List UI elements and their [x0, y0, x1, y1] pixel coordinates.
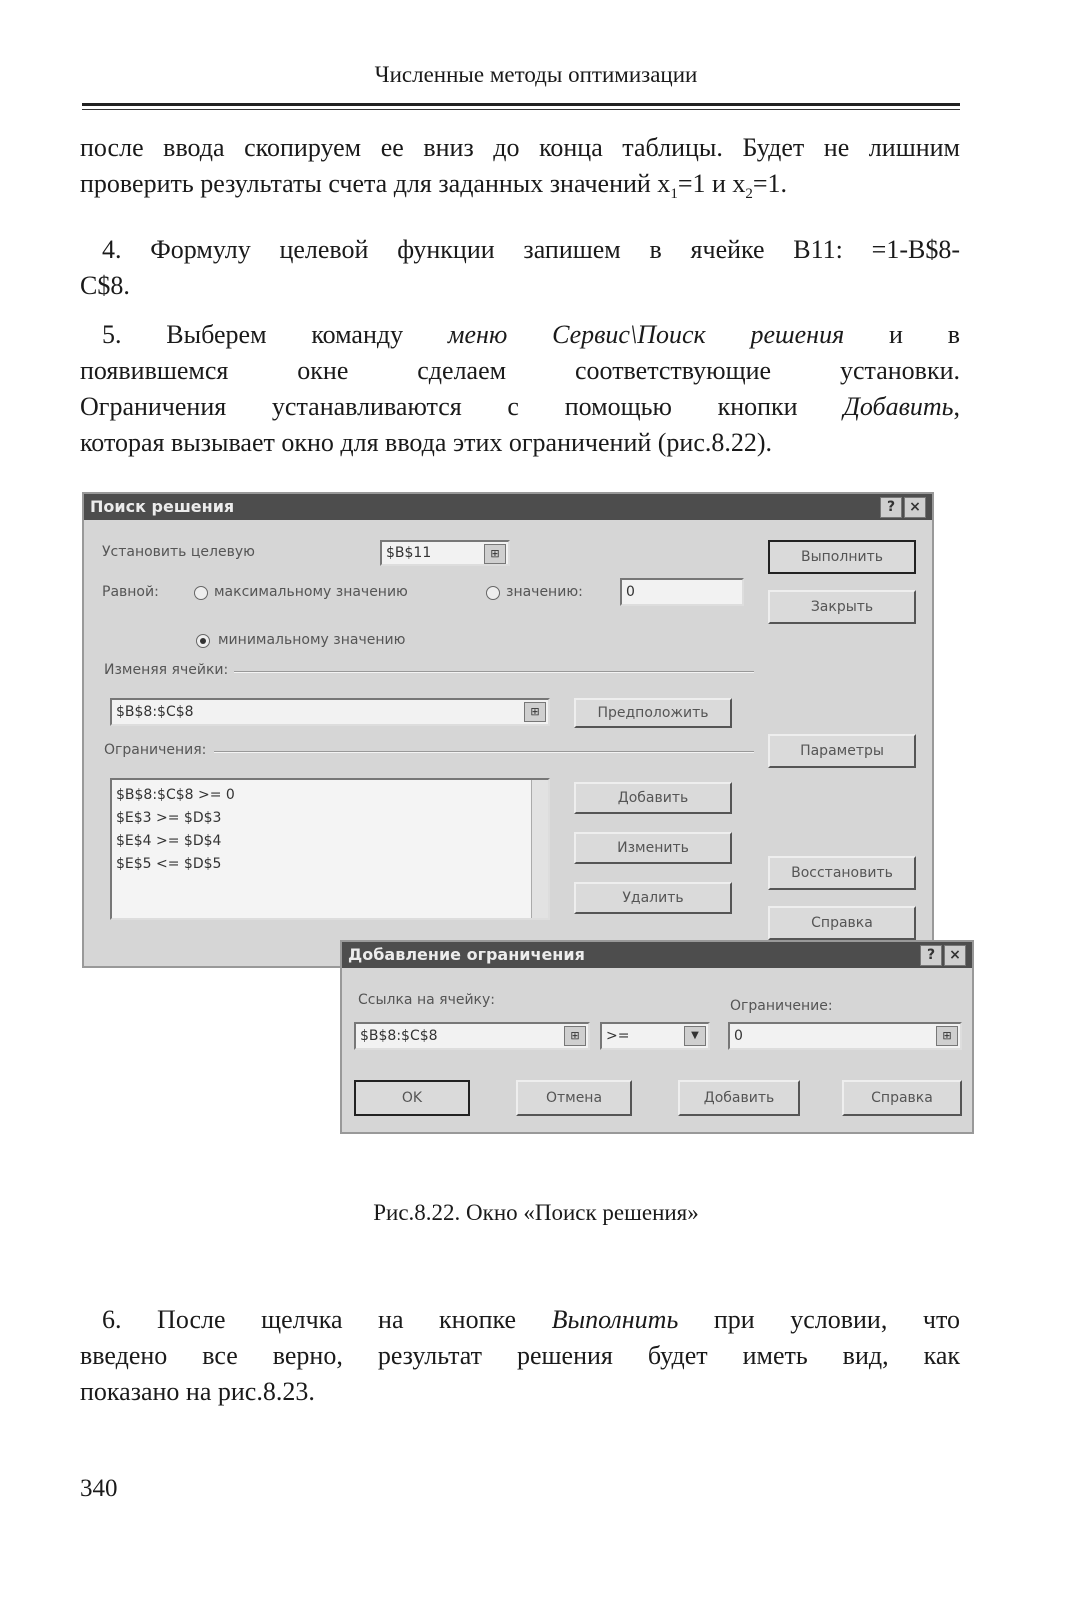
close-icon[interactable]: × — [904, 497, 926, 518]
add-button[interactable]: Добавить — [678, 1080, 800, 1116]
radio-min-label: минимальному значению — [218, 632, 406, 648]
constraint-item[interactable]: $E$5 <= $D$5 — [116, 856, 222, 872]
constraint-label: Ограничение: — [730, 998, 833, 1014]
paragraph-line: 4. Формулу целевой функции запишем в ячейке B11: =1-B$8- — [102, 235, 960, 264]
close-icon[interactable]: × — [944, 945, 966, 966]
paragraph-line: после ввода скопируем ее вниз до конца таблицы. Будет не лишним — [80, 133, 960, 162]
solver-titlebar — [84, 494, 932, 520]
target-cell-input[interactable]: $B$11 ⊞ — [380, 540, 510, 566]
separator — [234, 671, 754, 673]
paragraph-line: C$8. — [80, 271, 130, 300]
help-button[interactable]: Справка — [842, 1080, 962, 1116]
paragraph-line: Ограничения устанавливаются с помощью кнопки Добавить, — [80, 392, 960, 421]
constraint-item[interactable]: $E$4 >= $D$4 — [116, 833, 222, 849]
paragraph-1 — [80, 130, 960, 202]
paragraph-line: проверить результаты счета для заданных значений $x_1=1$ и $x_2=1$. — [80, 169, 788, 203]
paragraph-2 — [80, 232, 960, 304]
paragraph-4 — [80, 1302, 960, 1410]
add-constraint-dialog — [340, 940, 974, 1134]
add-constraint-button[interactable]: Добавить — [574, 782, 732, 814]
constraint-item[interactable]: $E$3 >= $D$3 — [116, 810, 222, 826]
radio-max[interactable] — [194, 586, 208, 600]
paragraph-line: которая вызывает окно для ввода этих ограничений (рис.8.22). — [80, 428, 773, 457]
constraints-list[interactable] — [110, 778, 550, 920]
help-icon[interactable]: ? — [880, 497, 902, 518]
header-rule — [82, 103, 960, 106]
change-constraint-button[interactable]: Изменить — [574, 832, 732, 864]
running-header: Численные методы оптимизации — [374, 62, 698, 87]
target-label: Установить целевую — [102, 544, 255, 560]
help-button[interactable]: Справка — [768, 906, 916, 940]
collapse-dialog-icon[interactable]: ⊞ — [936, 1026, 958, 1046]
help-icon[interactable]: ? — [920, 945, 942, 966]
parameters-button[interactable]: Параметры — [768, 734, 916, 768]
collapse-dialog-icon[interactable]: ⊞ — [484, 544, 506, 564]
cell-ref-input[interactable]: $B$8:$C$8 ⊞ — [354, 1022, 590, 1050]
delete-constraint-button[interactable]: Удалить — [574, 882, 732, 914]
equal-label: Равной: — [102, 584, 159, 600]
list-scrollbar[interactable] — [531, 780, 548, 918]
guess-button[interactable]: Предположить — [574, 698, 732, 728]
close-button[interactable]: Закрыть — [768, 590, 916, 624]
separator — [214, 751, 754, 753]
radio-min[interactable] — [196, 634, 210, 648]
reset-button[interactable]: Восстановить — [768, 856, 916, 890]
radio-max-label: максимальному значению — [214, 584, 408, 600]
add-constraint-titlebar — [342, 942, 972, 968]
header-rule-thin — [82, 109, 960, 110]
page-number: 340 — [80, 1475, 118, 1502]
constraint-item[interactable]: $B$8:$C$8 >= 0 — [116, 787, 235, 803]
changing-cells-label: Изменяя ячейки: — [104, 662, 229, 678]
paragraph-line: 5. Выберем команду меню Сервис\Поиск решения и в — [102, 320, 960, 349]
cell-ref-label: Ссылка на ячейку: — [358, 992, 496, 1008]
radio-value[interactable] — [486, 586, 500, 600]
solver-title: Поиск решения — [90, 497, 235, 516]
figure-caption: Рис.8.22. Окно «Поиск решения» — [373, 1200, 699, 1225]
constraint-value-input[interactable]: 0 ⊞ — [728, 1022, 962, 1050]
solver-dialog — [82, 492, 934, 968]
chevron-down-icon[interactable]: ▼ — [684, 1026, 706, 1046]
radio-value-label: значению: — [506, 584, 583, 600]
paragraph-line: показано на рис.8.23. — [80, 1377, 315, 1406]
ok-button[interactable]: OK — [354, 1080, 470, 1116]
run-button[interactable]: Выполнить — [768, 540, 916, 574]
cancel-button[interactable]: Отмена — [516, 1080, 632, 1116]
collapse-dialog-icon[interactable]: ⊞ — [524, 702, 546, 722]
paragraph-line: 6. После щелчка на кнопке Выполнить при условии, что — [102, 1305, 960, 1334]
collapse-dialog-icon[interactable]: ⊞ — [564, 1026, 586, 1046]
add-constraint-title: Добавление ограничения — [348, 945, 585, 964]
paragraph-3 — [80, 317, 960, 461]
changing-cells-input[interactable]: $B$8:$C$8 ⊞ — [110, 698, 550, 726]
paragraph-line: появившемся окне сделаем соответствующие установки. — [80, 356, 960, 385]
operator-select[interactable]: >= ▼ — [600, 1022, 710, 1050]
value-input[interactable]: 0 — [620, 578, 744, 606]
constraints-label: Ограничения: — [104, 742, 207, 758]
paragraph-line: введено все верно, результат решения будет иметь вид, как — [80, 1341, 960, 1370]
